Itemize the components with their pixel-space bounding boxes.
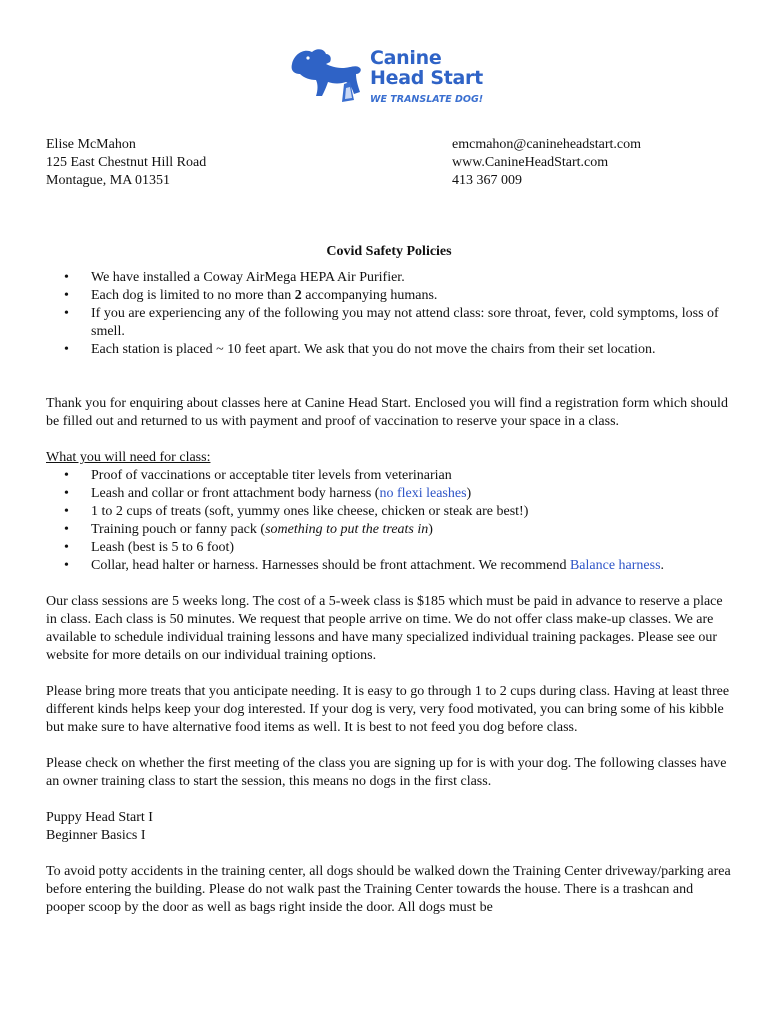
humans-item-before: Each dog is limited to no more than bbox=[91, 288, 295, 303]
humans-item-after: accompanying humans. bbox=[301, 288, 438, 303]
potty-paragraph: To avoid potty accidents in the training center, all dogs should be walked down the Training Center driveway/parking area before entering the building. Please do not walk past the Training Center towards the house. There is a trashcan and pooper scoop by the door as well as bags right inside the door. All dogs must be bbox=[46, 864, 731, 915]
list-item: • Leash (best is 5 to 6 foot) bbox=[46, 539, 732, 557]
brand-name-line-2: Head Start bbox=[370, 67, 483, 89]
contact-phone: 413 367 009 bbox=[452, 173, 522, 188]
sender-name: Elise McMahon bbox=[46, 137, 136, 152]
sessions-paragraph: Our class sessions are 5 weeks long. The cost of a 5-week class is $185 which must be paid in advance to reserve a place in class. Each class is 50 minutes. We request that people arrive on time. We do not offer class make-up classes. We are available to schedule individual training lessons and have many specialized individual training packages. Please see our website for more details on our individual training options. bbox=[46, 594, 723, 663]
first-meeting-paragraph: Please check on whether the first meeting of the class you are signing up for is with your dog. The following classes have an owner training class to start the session, this means no dogs in the first class. bbox=[46, 756, 727, 789]
needs-item-4-after: ) bbox=[428, 522, 433, 537]
contact-website[interactable]: www.CanineHeadStart.com bbox=[452, 155, 609, 170]
class-name-beginner: Beginner Basics I bbox=[46, 828, 146, 843]
needs-item-2-after: ) bbox=[466, 486, 472, 501]
list-item: • We have installed a Coway AirMega HEPA Air Purifier. bbox=[46, 269, 732, 287]
list-item bbox=[46, 485, 732, 503]
treats-paragraph: Please bring more treats that you anticipate needing. It is easy to go through 1 to 2 cups during class. Having at least three different kinds helps keep your dog interested. If your dog is very, very food motivated, you can bring some of his kibble but make sure to have alternative food items as well. It is best to not feed you dog before class. bbox=[46, 684, 730, 735]
list-item: • 1 to 2 cups of treats (soft, yummy ones like cheese, chicken or steak are best!) bbox=[46, 503, 732, 521]
list-item bbox=[46, 287, 732, 305]
list-item bbox=[46, 521, 732, 539]
brand-tagline: WE TRANSLATE DOG! bbox=[370, 94, 484, 105]
needs-item-6-after: . bbox=[660, 558, 665, 573]
balance-harness-link[interactable]: Balance harness bbox=[569, 558, 661, 573]
needs-heading: What you will need for class: bbox=[46, 450, 211, 465]
covid-title: Covid Safety Policies bbox=[326, 244, 452, 259]
sender-city: Montague, MA 01351 bbox=[46, 173, 171, 188]
covid-policy-list bbox=[46, 269, 732, 359]
sender-street: 125 East Chestnut Hill Road bbox=[46, 155, 207, 170]
brand-name-line-1: Canine bbox=[370, 47, 442, 69]
needs-item-6-before: Collar, head halter or harness. Harnesses should be front attachment. We recommend bbox=[91, 558, 570, 573]
intro-paragraph: Thank you for enquiring about classes here at Canine Head Start. Enclosed you will find a registration form which should be filled out and returned to us with payment and proof of vaccination to reserve your space in a class. bbox=[46, 396, 728, 429]
list-item: • If you are experiencing any of the following you may not attend class: sore throat, fever, cold symptoms, loss of smell. bbox=[46, 305, 732, 341]
needs-item-2-before: Leash and collar or front attachment body harness ( bbox=[91, 486, 380, 501]
list-item: • Each station is placed ~ 10 feet apart. We ask that you do not move the chairs from their set location. bbox=[46, 341, 732, 359]
logo bbox=[286, 40, 506, 112]
sender-address bbox=[46, 136, 346, 190]
contact-email[interactable]: emcmahon@canineheadstart.com bbox=[452, 137, 641, 152]
needs-item-4-italic: something to put the treats in bbox=[265, 522, 429, 537]
letter-body bbox=[46, 243, 732, 917]
humans-limit: 2 bbox=[294, 288, 302, 303]
contact-info bbox=[452, 136, 752, 190]
list-item: • Proof of vaccinations or acceptable titer levels from veterinarian bbox=[46, 467, 732, 485]
dog-silhouette-icon bbox=[286, 44, 368, 108]
needs-item-4-before: Training pouch or fanny pack ( bbox=[91, 522, 266, 537]
brand-name bbox=[370, 48, 510, 88]
list-item bbox=[46, 557, 732, 575]
class-name-puppy: Puppy Head Start I bbox=[46, 810, 153, 825]
needs-list bbox=[46, 467, 732, 575]
no-flexi-leashes-link[interactable]: no flexi leashes bbox=[379, 486, 467, 501]
